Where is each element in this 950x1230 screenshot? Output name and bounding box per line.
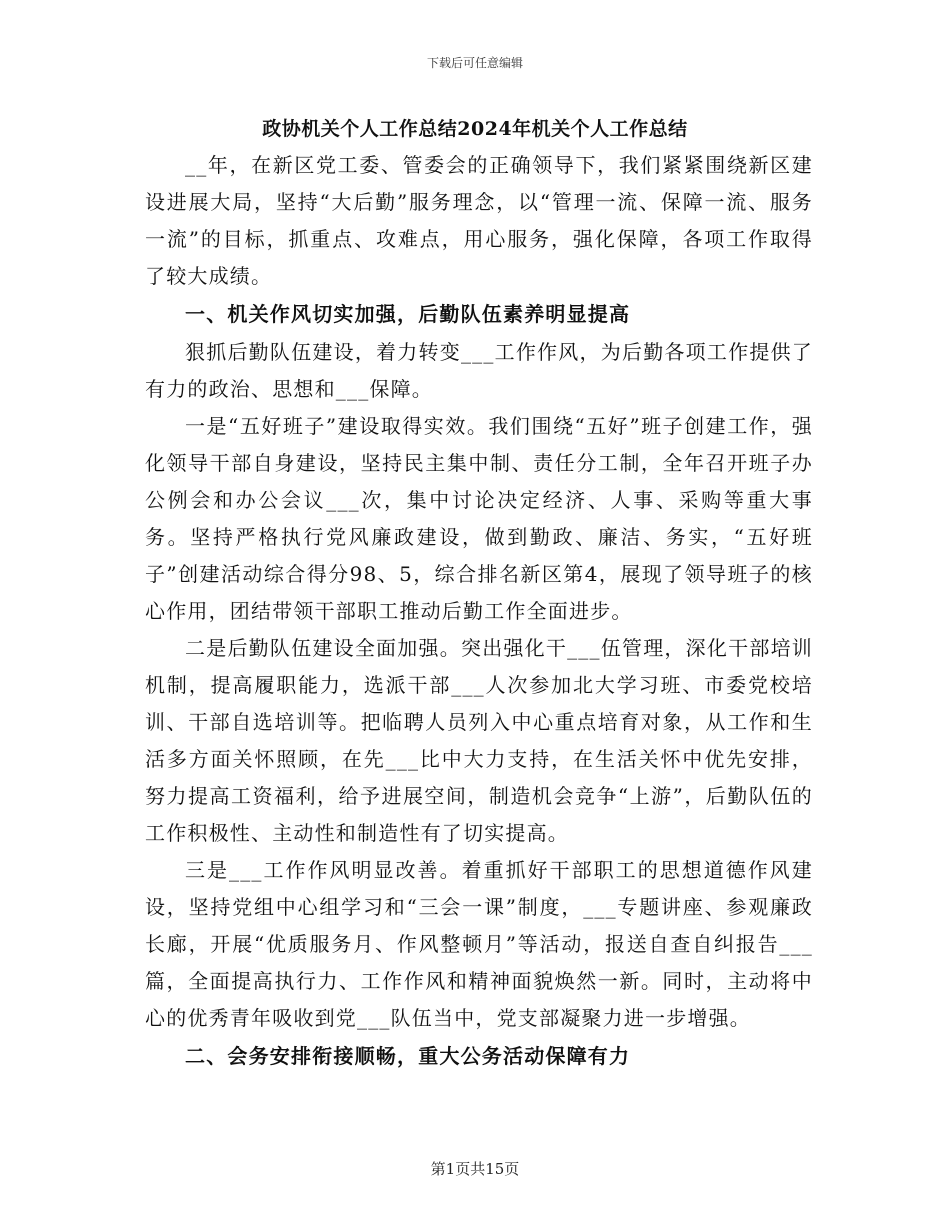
- header-note: 下载后可任意编辑: [426, 56, 523, 70]
- section-heading-1: 一、机关作风切实加强，后勤队伍素养明显提高: [185, 302, 631, 326]
- document-title: 政协机关个人工作总结2024年机关个人工作总结: [262, 118, 688, 140]
- section-heading-2: 二、会务安排衔接顺畅，重大公务活动保障有力: [185, 1044, 631, 1068]
- paragraph-point-2: 二是后勤队伍建设全面加强。突出强化干___伍管理，深化干部培训机制，提高履职能力，选派干部___人次参加北大学习班、市委党校培训、干部自选培训等。把临聘人员列入中心重点培育对象，从工作和生活多方面关怀照顾，在先___比中大力支持，在生活关怀中优先安排，努力提高工资福利，给予进展空间，制造机会竞争“上游”，后勤队伍的工作积极性、主动性和制造性有了切实提高。: [145, 636, 813, 845]
- paragraph-point-1: 一是“五好班子”建设取得实效。我们围绕“五好”班子创建工作，强化领导干部自身建设，坚持民主集中制、责任分工制，全年召开班子办公例会和办公会议___次，集中讨论决定经济、人事、采购等重大事务。坚持严格执行党风廉政建设，做到勤政、廉洁、务实，“五好班子”创建活动综合得分98、5，综合排名新区第4，展现了领导班子的核心作用，团结带领干部职工推动后勤工作全面进步。: [145, 414, 813, 623]
- paragraph-point-3: 三是___工作作风明显改善。着重抓好干部职工的思想道德作风建设，坚持党组中心组学习和“三会一课”制度，___专题讲座、参观廉政长廊，开展“优质服务月、作风整顿月”等活动，报送自查自纠报告___篇，全面提高执行力、工作作风和精神面貌焕然一新。同时，主动将中心的优秀青年吸收到党___队伍当中，党支部凝聚力进一步增强。: [145, 858, 813, 1030]
- paragraph-intro: __年，在新区党工委、管委会的正确领导下，我们紧紧围绕新区建设进展大局，坚持“大后勤”服务理念，以“管理一流、保障一流、服务一流”的目标，抓重点、攻难点，用心服务，强化保障，各项工作取得了较大成绩。: [145, 153, 813, 288]
- paragraph-section1-intro: 狠抓后勤队伍建设，着力转变___工作作风，为后勤各项工作提供了有力的政治、思想和___保障。: [145, 340, 813, 401]
- page-number: 第1页共15页: [430, 1160, 520, 1178]
- document-body: [145, 147, 813, 1076]
